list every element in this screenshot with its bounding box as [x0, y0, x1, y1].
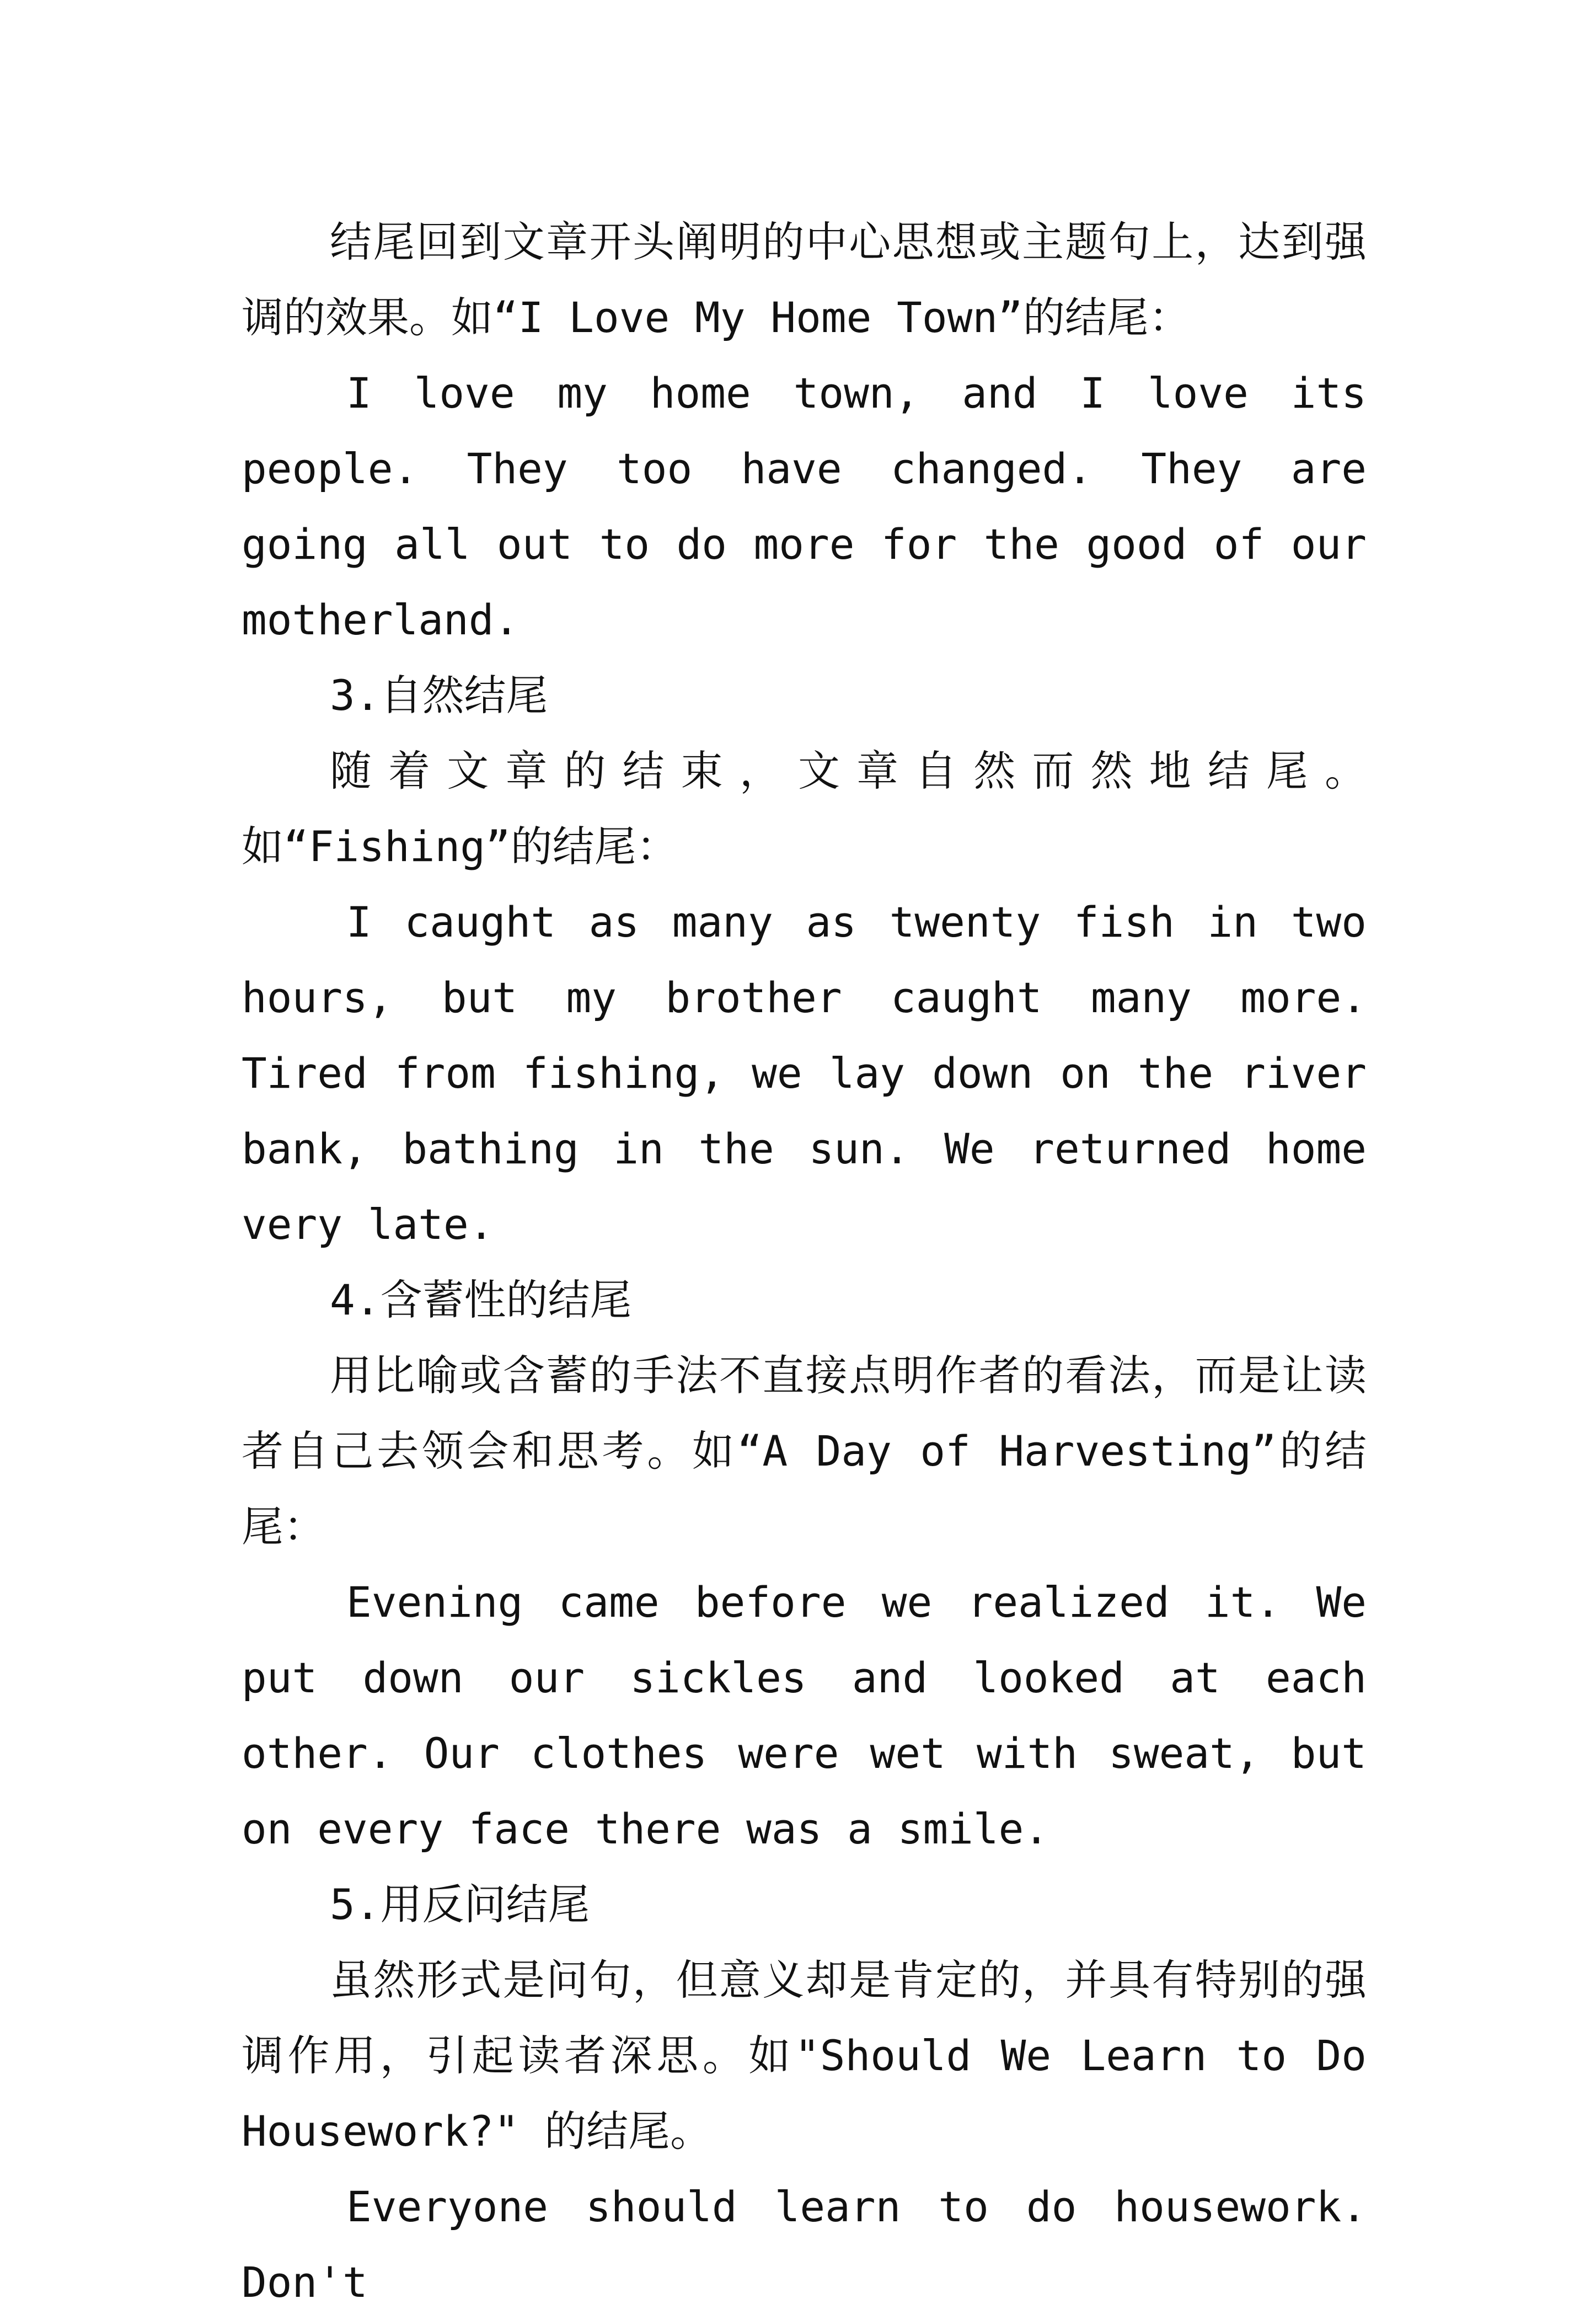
paragraph-natural-ending: 随着文章的结束，文章自然而然地结尾。如“Fishing”的结尾：	[242, 746, 1367, 871]
example-fishing: I caught as many as twenty fish in two hours, but my brother caught many more. Tired from fishing, we lay down on the river bank, bathing in the sun. We returned home very late.	[242, 897, 1367, 1249]
heading-natural-ending: 3.自然结尾	[330, 671, 548, 720]
example-housework: Everyone should learn to do housework. Don't	[242, 2182, 1367, 2307]
paragraph-intro: 结尾回到文章开头阐明的中心思想或主题句上，达到强调的效果。如“I Love My Home Town”的结尾：	[242, 217, 1367, 342]
heading-implicit-ending: 4.含蓄性的结尾	[330, 1275, 632, 1324]
example-harvesting: Evening came before we realized it. We put down our sickles and looked at each other. Our clothes were wet with sweat, but on every face there was a smile.	[242, 1578, 1367, 1853]
paragraph-implicit-ending: 用比喻或含蓄的手法不直接点明作者的看法，而是让读者自己去领会和思考。如“A Day of Harvesting”的结尾：	[242, 1351, 1367, 1551]
heading-rhetorical-ending: 5.用反问结尾	[330, 1880, 590, 1929]
example-home-town: I love my home town, and I love its people. They too have changed. They are going all out to do more for the good of our motherland.	[242, 368, 1367, 644]
paragraph-rhetorical-ending: 虽然形式是问句，但意义却是肯定的，并具有特别的强调作用，引起读者深思。如"Should We Learn to Do Housework?" 的结尾。	[242, 1955, 1367, 2156]
document-body	[242, 204, 1367, 2320]
